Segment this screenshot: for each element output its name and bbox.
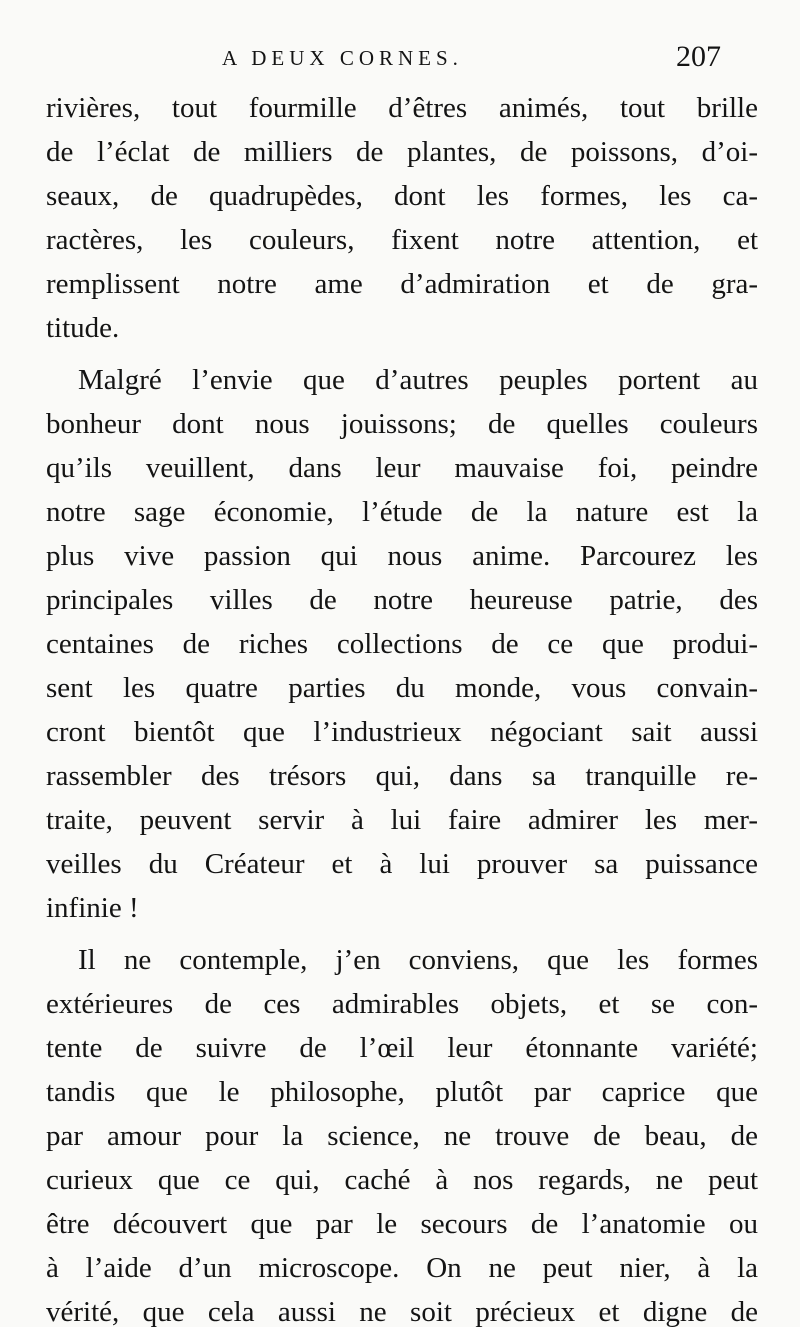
text-line: cront bientôt que l’industrieux négociant sait aussi	[46, 716, 758, 748]
text-line: plus vive passion qui nous anime. Parcourez les	[46, 540, 758, 572]
text-line: veilles du Créateur et à lui prouver sa puissance	[46, 848, 758, 880]
page-number: 207	[676, 40, 721, 73]
text-line: vérité, que cela aussi ne soit précieux et digne de	[46, 1296, 758, 1327]
paragraph-2	[46, 358, 758, 930]
text-line: sent les quatre parties du monde, vous convain-	[46, 672, 758, 704]
text-line: rassembler des trésors qui, dans sa tranquille re-	[46, 760, 758, 792]
text-line: être découvert que par le secours de l’anatomie ou	[46, 1208, 758, 1240]
text-line: ractères, les couleurs, fixent notre attention, et	[46, 224, 758, 256]
text-line: tente de suivre de l’œil leur étonnante variété;	[46, 1032, 758, 1064]
page-header	[0, 40, 800, 80]
text-line: Malgré l’envie que d’autres peuples portent au	[78, 364, 758, 396]
text-line: à l’aide d’un microscope. On ne peut nier, à la	[46, 1252, 758, 1284]
text-line: extérieures de ces admirables objets, et se con-	[46, 988, 758, 1020]
text-line: bonheur dont nous jouissons; de quelles couleurs	[46, 408, 758, 440]
text-line: titude.	[46, 312, 120, 344]
paragraph-3	[46, 938, 758, 1327]
running-head: A DEUX CORNES.	[222, 46, 463, 70]
text-line: de l’éclat de milliers de plantes, de poissons, d’oi-	[46, 136, 758, 168]
text-line: traite, peuvent servir à lui faire admirer les mer-	[46, 804, 758, 836]
text-line: qu’ils veuillent, dans leur mauvaise foi, peindre	[46, 452, 758, 484]
text-line: seaux, de quadrupèdes, dont les formes, les ca-	[46, 180, 758, 212]
text-line: principales villes de notre heureuse patrie, des	[46, 584, 758, 616]
text-line: Il ne contemple, j’en conviens, que les formes	[78, 944, 758, 976]
text-line: curieux que ce qui, caché à nos regards, ne peut	[46, 1164, 758, 1196]
text-line: remplissent notre ame d’admiration et de gra-	[46, 268, 758, 300]
text-line: centaines de riches collections de ce que produi-	[46, 628, 758, 660]
text-line: tandis que le philosophe, plutôt par caprice que	[46, 1076, 758, 1108]
text-line: rivières, tout fourmille d’êtres animés, tout brille	[46, 92, 758, 124]
body-text	[46, 86, 758, 1327]
text-line: notre sage économie, l’étude de la nature est la	[46, 496, 758, 528]
paragraph-1	[46, 86, 758, 350]
text-line: par amour pour la science, ne trouve de beau, de	[46, 1120, 758, 1152]
text-line: infinie !	[46, 892, 139, 924]
